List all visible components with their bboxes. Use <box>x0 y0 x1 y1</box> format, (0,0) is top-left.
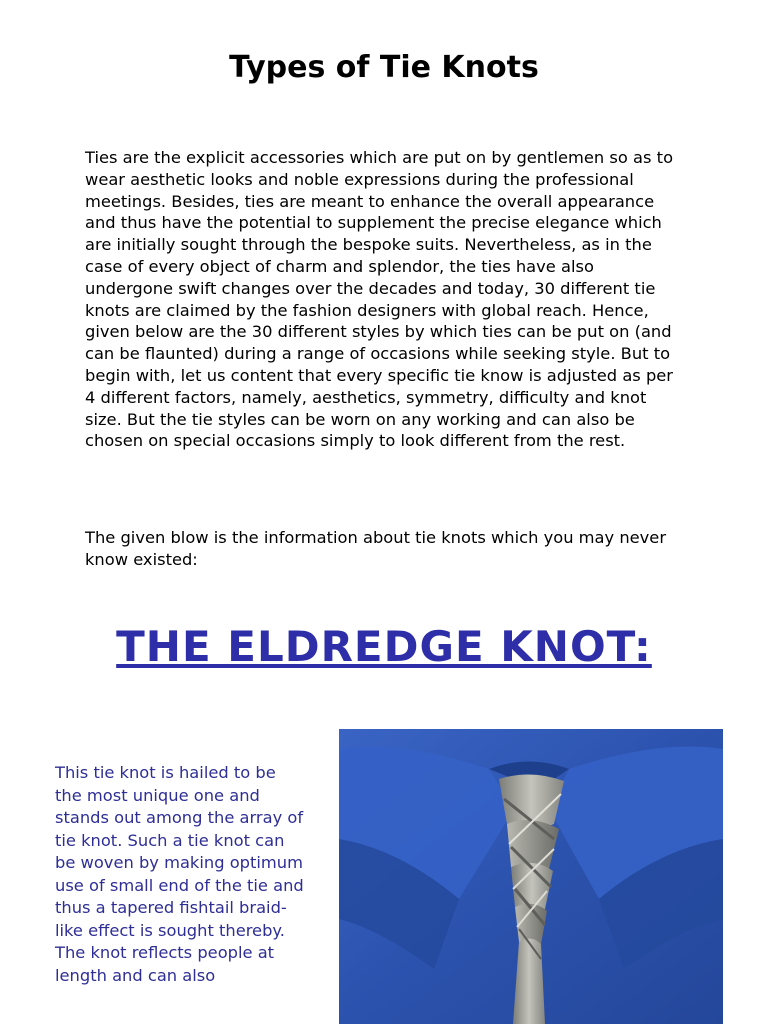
intro-followup: The given blow is the information about tie knots which you may never know existed: <box>85 528 667 569</box>
knot-description: This tie knot is hailed to be the most unique one and stands out among the array of tie knot. Such a tie knot can be woven by making optimum use of small end of the tie and thus a tapered fishtail braid-like effect is sought thereby. The knot reflects people at length and can also <box>55 763 304 985</box>
page-title: Types of Tie Knots <box>229 50 539 85</box>
intro-paragraph: Ties are the explicit accessories which are put on by gentlemen so as to wear aesthetic looks and noble expressions during the professional meetings. Besides, ties are meant to enhance the overall appearance and thus have the potential to supplement the precise elegance which are initially sought through the bespoke suits. Nevertheless, as in the case of every object of charm and splendor, the ties have also undergone swift changes over the decades and today, 30 different tie knots are claimed by the fashion designers with global reach. Hence, given below are the 30 different styles by which ties can be put on (and can be flaunted) during a range of occasions while seeking style. But to begin with, let us content that every specific tie know is adjusted as per 4 different factors, namely, aesthetics, symmetry, difficulty and knot size. But the tie styles can be worn on any working and can also be chosen on special occasions simply to look different from the rest. <box>85 148 674 451</box>
tie-knot-illustration-icon <box>339 729 723 1024</box>
section-heading: THE ELDREDGE KNOT: <box>116 622 652 671</box>
eldredge-knot-photo <box>339 729 723 1024</box>
